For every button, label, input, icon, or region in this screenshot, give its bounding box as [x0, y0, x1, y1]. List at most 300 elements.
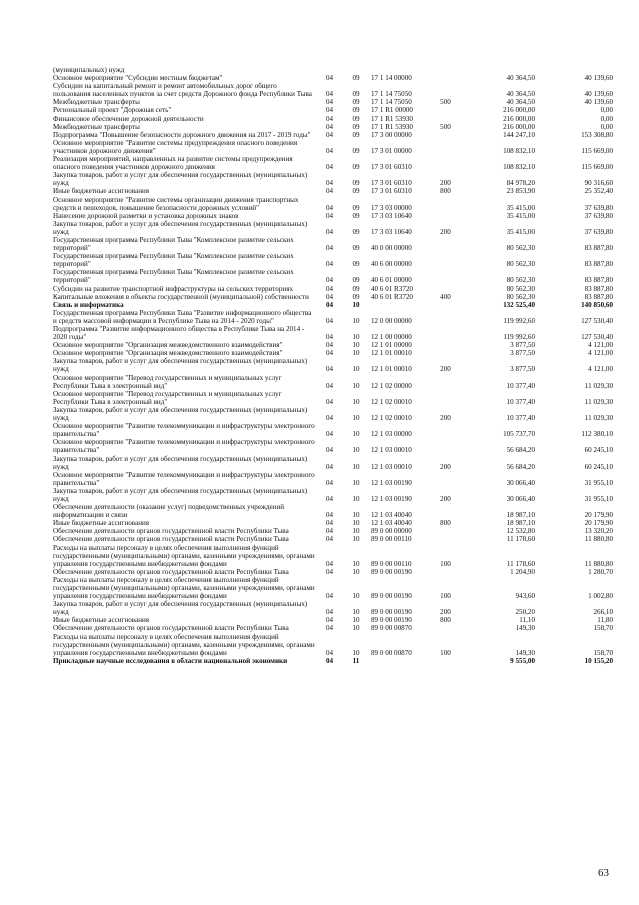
section-code-cell: 04: [325, 478, 334, 487]
amount-year2-cell: 37 639,80: [584, 227, 613, 236]
amount-year1-cell: 10 377,40: [506, 381, 535, 390]
expense-type-cell: [433, 131, 458, 139]
table-row: [53, 66, 613, 74]
row-name-cell: Иные бюджетные ассигнования: [53, 187, 150, 196]
amount-year2-cell: 31 955,10: [584, 478, 613, 487]
section-code-cell: 04: [325, 608, 334, 617]
amount-year1-cell: 119 992,60: [503, 316, 535, 325]
expense-type-cell: 200: [440, 365, 451, 374]
section-code-cell: 04: [325, 244, 334, 253]
amount-year2-cell: 158,70: [593, 648, 613, 657]
row-name-cell: Субсидии на капитальный ремонт и ремонт автомобильных дорог общего пользования населенных пунктов за счет средств Дорожного фонда Республики Тыва: [53, 82, 312, 99]
row-name-cell: Основное мероприятие "Развитие системы организации движения транспортных средств и пешеходов, повышение безопасности дорожных условий": [53, 195, 299, 212]
amount-year1-cell: [458, 66, 535, 74]
section-code-cell: 04: [325, 349, 334, 358]
amount-year1-cell: 56 684,20: [506, 446, 535, 455]
amount-year1-cell: 216 000,00: [503, 122, 535, 131]
expense-type-cell: [433, 74, 458, 82]
section-code-cell: 04: [325, 414, 334, 423]
row-name-cell: Иные бюджетные ассигнования: [53, 616, 150, 625]
subsection-code-cell: 10: [352, 592, 360, 601]
subsection-code-cell: 09: [352, 292, 360, 301]
subsection-code-cell: 09: [352, 179, 360, 188]
target-article-cell: 89 0 00 00190: [371, 608, 412, 617]
amount-year2-cell: 25 352,40: [584, 187, 613, 196]
subsection-code-cell: 09: [352, 187, 360, 196]
amount-year2-cell: 31 955,10: [584, 494, 613, 503]
target-article-cell: 17 1 R1 53930: [371, 114, 413, 123]
amount-year2-cell: 37 639,80: [584, 203, 613, 212]
table-row: [53, 576, 613, 600]
section-code-cell: 04: [325, 511, 334, 520]
amount-year2-cell: 4 121,00: [588, 349, 613, 358]
subsection-code-cell: 10: [352, 616, 360, 625]
subsection-code-cell: 09: [352, 276, 360, 285]
expense-type-cell: 200: [440, 462, 451, 471]
expense-type-cell: 100: [440, 648, 451, 657]
section-code-cell: 04: [325, 187, 334, 196]
section-code-cell: 04: [325, 130, 334, 139]
table-row: [53, 123, 613, 131]
target-article-cell: 12 1 02 00000: [371, 381, 412, 390]
section-code-cell: 04: [325, 260, 334, 269]
table-row: [53, 357, 613, 373]
subsection-code-cell: 10: [352, 397, 360, 406]
table-row: [53, 98, 613, 106]
section-code-cell: 04: [325, 98, 334, 107]
amount-year1-cell: 10 377,40: [506, 414, 535, 423]
section-code-cell: 04: [325, 341, 334, 350]
amount-year1-cell: 216 000,00: [503, 106, 535, 115]
subsection-code-cell: 09: [352, 130, 360, 139]
amount-year2-cell: 11 029,30: [584, 397, 613, 406]
row-name-cell: Межбюджетные трансферты: [53, 122, 140, 131]
amount-year1-cell: 132 525,40: [503, 300, 535, 309]
table-row: [53, 438, 613, 454]
target-article-cell: 17 3 03 10640: [371, 211, 412, 220]
subsection-code-cell: 10: [352, 624, 360, 633]
row-name-cell: Региональный проект "Дорожная сеть": [53, 106, 172, 115]
row-name-cell: Закупка товаров, работ и услуг для обеспечения государственных (муниципальных) нужд: [53, 219, 308, 236]
subsection-code-cell: 10: [352, 608, 360, 617]
section-code-cell: 04: [325, 114, 334, 123]
amount-year2-cell: 158,70: [593, 624, 613, 633]
subsection-code-cell: 10: [352, 559, 360, 568]
table-row: [53, 503, 613, 519]
amount-year1-cell: 108 832,10: [503, 163, 535, 172]
amount-year2-cell: 140 850,60: [581, 300, 613, 309]
amount-year1-cell: 10 377,40: [506, 397, 535, 406]
row-name-cell: Иные бюджетные ассигнования: [53, 519, 150, 528]
table-row: [53, 131, 613, 139]
amount-year1-cell: 11 178,60: [506, 535, 535, 544]
expense-type-cell: [433, 196, 458, 212]
row-name-cell: Закупка товаров, работ и услуг для обеспечения государственных (муниципальных) нужд: [53, 171, 308, 188]
target-article-cell: 12 1 03 00000: [371, 430, 412, 439]
subsection-code-cell: 10: [352, 567, 360, 576]
section-code-cell: 04: [325, 567, 334, 576]
target-article-cell: 89 0 00 00110: [371, 559, 412, 568]
expense-type-cell: 200: [440, 414, 451, 423]
row-name-cell: Подпрограмма "Развитие информационного общества в Республике Тыва на 2014 - 2020 годы": [53, 325, 305, 342]
row-name-cell: Основное мероприятие "Развитие системы предупреждения опасного поведения участников дорожного движения": [53, 138, 298, 155]
section-code-cell: 04: [325, 624, 334, 633]
section-code-cell: 04: [325, 535, 334, 544]
target-article-cell: 17 1 14 75050: [371, 90, 412, 99]
section-code-cell: 04: [325, 211, 334, 220]
target-article-cell: 12 1 03 00010: [371, 446, 412, 455]
subsection-code-cell: 09: [352, 227, 360, 236]
target-article-cell: 17 1 R1 00000: [371, 106, 413, 115]
amount-year1-cell: 943,60: [515, 592, 535, 601]
expense-type-cell: [433, 535, 458, 543]
amount-year2-cell: [535, 66, 613, 74]
amount-year1-cell: 119 992,60: [503, 333, 535, 342]
table-row: [53, 115, 613, 123]
row-name-cell: (муниципальных) нужд: [53, 66, 125, 74]
amount-year1-cell: 105 737,70: [503, 430, 535, 439]
row-name-cell: Закупка товаров, работ и услуг для обеспечения государственных (муниципальных) нужд: [53, 600, 308, 617]
amount-year1-cell: 3 877,50: [510, 341, 535, 350]
amount-year1-cell: 80 562,30: [506, 284, 535, 293]
amount-year2-cell: 20 179,90: [584, 519, 613, 528]
table-row: [53, 285, 613, 293]
target-article-cell: 89 0 00 00190: [371, 592, 412, 601]
amount-year2-cell: 115 669,00: [581, 163, 613, 172]
target-article-cell: 12 0 00 00000: [371, 316, 412, 325]
section-code-cell: 04: [325, 446, 334, 455]
amount-year1-cell: 30 066,40: [506, 494, 535, 503]
target-article-cell: 89 0 00 00870: [371, 624, 412, 633]
expense-type-cell: [433, 341, 458, 349]
expense-type-cell: 200: [440, 608, 451, 617]
expense-type-cell: [433, 374, 458, 390]
expense-type-cell: [433, 422, 458, 438]
expense-type-cell: 200: [440, 494, 451, 503]
amount-year1-cell: 80 562,30: [506, 260, 535, 269]
amount-year2-cell: 83 887,80: [584, 244, 613, 253]
subsection-code-cell: 09: [352, 203, 360, 212]
table-row: [53, 374, 613, 390]
section-code-cell: 04: [325, 163, 334, 172]
table-row: [53, 406, 613, 422]
row-name-cell: Основное мероприятие "Перевод государственных и муниципальных услуг Республики Тыва в электронный вид": [53, 389, 282, 406]
row-name-cell: Государственная программа Республики Тыва "Комплексное развитие сельских территорий": [53, 235, 294, 253]
target-article-cell: 89 0 00 00870: [371, 648, 412, 657]
target-article-cell: [368, 301, 433, 309]
amount-year2-cell: 11 029,30: [584, 414, 613, 423]
subsection-code-cell: 09: [352, 90, 360, 99]
row-name-cell: Основное мероприятие "Субсидии местным бюджетам": [53, 74, 223, 83]
section-code-cell: 04: [325, 276, 334, 285]
section-code-cell: 04: [325, 527, 334, 536]
table-row: [53, 471, 613, 487]
section-code-cell: 04: [325, 616, 334, 625]
expense-type-cell: [433, 471, 458, 487]
row-name-cell: Обеспечение деятельности органов государственной власти Республики Тыва: [53, 527, 289, 536]
table-row: [53, 422, 613, 438]
target-article-cell: 17 1 R1 53930: [371, 122, 413, 131]
subsection-code-cell: 10: [352, 341, 360, 350]
subsection-code-cell: 10: [352, 333, 360, 342]
subsection-code-cell: 09: [352, 260, 360, 269]
amount-year1-cell: 80 562,30: [506, 276, 535, 285]
target-article-cell: 12 1 01 00010: [371, 349, 412, 358]
table-row: [53, 527, 613, 535]
target-article-cell: 12 1 03 00190: [371, 494, 412, 503]
expense-type-cell: [433, 438, 458, 454]
amount-year1-cell: 149,30: [515, 648, 535, 657]
table-row: [53, 171, 613, 187]
row-name-cell: Реализация мероприятий, направленных на развитие системы предупреждения опасного поведения участников дорожного движения: [53, 155, 293, 172]
expense-type-cell: [433, 349, 458, 357]
subsection-code-cell: 09: [352, 284, 360, 293]
amount-year2-cell: 90 316,60: [584, 179, 613, 188]
section-code-cell: 04: [325, 397, 334, 406]
amount-year1-cell: 35 415,00: [506, 227, 535, 236]
subsection-code-cell: 09: [352, 244, 360, 253]
expense-type-cell: [433, 568, 458, 576]
section-code-cell: [315, 66, 344, 74]
section-code-cell: 04: [325, 179, 334, 188]
amount-year1-cell: 11 178,60: [506, 559, 535, 568]
row-name-cell: Основное мероприятие "Организация межведомственного взаимодействия": [53, 341, 283, 350]
target-article-cell: 40 6 01 00000: [371, 276, 412, 285]
expense-type-cell: 200: [440, 227, 451, 236]
amount-year2-cell: 11 880,80: [584, 559, 613, 568]
amount-year2-cell: 83 887,80: [584, 276, 613, 285]
expense-type-cell: [433, 268, 458, 284]
table-row: [53, 624, 613, 632]
amount-year1-cell: 11,10: [519, 616, 535, 625]
target-article-cell: 17 3 00 00000: [371, 130, 412, 139]
target-article-cell: 12 1 00 00000: [371, 333, 412, 342]
amount-year1-cell: 18 987,10: [506, 511, 535, 520]
expense-type-cell: 800: [440, 616, 451, 625]
table-row: [53, 252, 613, 268]
section-code-cell: 04: [325, 430, 334, 439]
expense-type-cell: [433, 527, 458, 535]
expense-type-cell: [433, 139, 458, 155]
expense-type-cell: [433, 115, 458, 123]
section-code-cell: 04: [325, 122, 334, 131]
amount-year2-cell: 60 245,10: [584, 462, 613, 471]
target-article-cell: 89 0 00 00110: [371, 535, 412, 544]
table-row: [53, 196, 613, 212]
table-row: [53, 187, 613, 195]
amount-year1-cell: 18 987,10: [506, 519, 535, 528]
table-row: [53, 487, 613, 503]
row-name-cell: Обеспечение деятельности органов государственной власти Республики Тыва: [53, 567, 289, 576]
table-row: [53, 568, 613, 576]
row-name-cell: Основное мероприятие "Развитие телекоммуникации и инфраструктуры электронного правительства": [53, 438, 315, 455]
subsection-code-cell: 10: [352, 527, 360, 536]
row-name-cell: Обеспечение деятельности органов государственной власти Республики Тыва: [53, 535, 289, 544]
section-code-cell: 04: [325, 74, 334, 83]
expense-type-cell: [433, 325, 458, 341]
subsection-code-cell: 09: [352, 114, 360, 123]
amount-year2-cell: 40 139,60: [584, 90, 613, 99]
target-article-cell: 12 1 02 00010: [371, 414, 412, 423]
section-code-cell: 04: [325, 494, 334, 503]
amount-year1-cell: 80 562,30: [506, 244, 535, 253]
target-article-cell: 12 1 03 00190: [371, 478, 412, 487]
row-name-cell: Расходы на выплаты персоналу в целях обеспечения выполнения функций государственными (муниципальными) органами, казенными учреждениями, органами управления государственными внебюджетными фондами: [53, 632, 315, 657]
amount-year2-cell: 40 139,60: [584, 74, 613, 83]
expense-type-cell: 200: [440, 179, 451, 188]
amount-year1-cell: 149,30: [515, 624, 535, 633]
amount-year2-cell: 83 887,80: [584, 260, 613, 269]
table-row: [53, 220, 613, 236]
amount-year2-cell: 0,00: [600, 122, 613, 131]
section-code-cell: 04: [325, 656, 334, 665]
expense-type-cell: [433, 390, 458, 406]
subsection-code-cell: 10: [352, 349, 360, 358]
expense-type-cell: 800: [440, 187, 451, 196]
table-row: [53, 106, 613, 114]
expense-type-cell: [433, 657, 458, 665]
subsection-code-cell: 09: [352, 146, 360, 155]
row-name-cell: Капитальные вложения в объекты государственной (муниципальной) собственности: [53, 292, 309, 301]
target-article-cell: 89 0 00 00000: [371, 527, 412, 536]
target-article-cell: [368, 66, 433, 74]
expense-type-cell: 100: [440, 592, 451, 601]
amount-year2-cell: 60 245,10: [584, 446, 613, 455]
row-name-cell: Закупка товаров, работ и услуг для обеспечения государственных (муниципальных) нужд: [53, 357, 308, 374]
expense-type-cell: 800: [440, 519, 451, 528]
row-name-cell: Закупка товаров, работ и услуг для обеспечения государственных (муниципальных) нужд: [53, 405, 308, 423]
row-name-cell: Основное мероприятие "Перевод государственных и муниципальных услуг Республики Тыва в электронный вид": [53, 373, 282, 390]
amount-year1-cell: 144 247,10: [503, 130, 535, 139]
table-row: [53, 657, 613, 665]
expense-type-cell: [433, 106, 458, 114]
subsection-code-cell: 11: [352, 656, 360, 665]
amount-year1-cell: 1 204,90: [510, 567, 535, 576]
row-name-cell: Основное мероприятие "Организация межведомственного взаимодействия": [53, 349, 283, 358]
subsection-code-cell: 10: [352, 365, 360, 374]
target-article-cell: 40 0 00 00000: [371, 244, 412, 253]
table-row: [53, 349, 613, 357]
amount-year1-cell: 56 684,20: [506, 462, 535, 471]
row-name-cell: Связь и информатика: [53, 300, 124, 309]
subsection-code-cell: 10: [352, 535, 360, 544]
row-name-cell: Финансовое обеспечение дорожной деятельности: [53, 114, 204, 123]
target-article-cell: 40 6 01 R3720: [371, 284, 413, 293]
page-number: 63: [598, 867, 609, 879]
expense-type-cell: [433, 212, 458, 220]
amount-year1-cell: 35 415,00: [506, 203, 535, 212]
amount-year2-cell: 11,80: [597, 616, 613, 625]
subsection-code-cell: 10: [352, 446, 360, 455]
subsection-code-cell: 09: [352, 122, 360, 131]
section-code-cell: 04: [325, 227, 334, 236]
row-name-cell: Закупка товаров, работ и услуг для обеспечения государственных (муниципальных) нужд: [53, 486, 308, 503]
amount-year2-cell: 266,10: [593, 608, 613, 617]
amount-year2-cell: 83 887,80: [584, 284, 613, 293]
row-name-cell: Прикладные научные исследования в области национальной экономики: [53, 656, 288, 665]
subsection-code-cell: 10: [352, 462, 360, 471]
subsection-code-cell: 09: [352, 106, 360, 115]
row-name-cell: Государственная программа Республики Тыва "Комплексное развитие сельских территорий": [53, 268, 294, 285]
table-row: [53, 236, 613, 252]
expense-type-cell: 500: [440, 122, 451, 131]
table-row: [53, 82, 613, 98]
target-article-cell: 17 3 03 00000: [371, 203, 412, 212]
row-name-cell: Нанесение дорожной разметки и установка дорожных знаков: [53, 211, 239, 220]
target-article-cell: 12 1 03 00010: [371, 462, 412, 471]
amount-year2-cell: 127 530,40: [581, 316, 613, 325]
subsection-code-cell: 10: [352, 316, 360, 325]
expense-type-cell: [433, 285, 458, 293]
table-row: [53, 633, 613, 657]
amount-year1-cell: 23 853,90: [506, 187, 535, 196]
subsection-code-cell: 10: [352, 511, 360, 520]
table-row: [53, 600, 613, 616]
section-code-cell: 04: [325, 648, 334, 657]
amount-year2-cell: 153 308,80: [581, 130, 613, 139]
target-article-cell: 12 1 03 40040: [371, 519, 412, 528]
section-code-cell: 04: [325, 462, 334, 471]
amount-year1-cell: 84 978,20: [506, 179, 535, 188]
amount-year2-cell: 1 280,70: [588, 567, 613, 576]
table-row: [53, 616, 613, 624]
amount-year2-cell: 11 880,80: [584, 535, 613, 544]
expense-type-cell: 500: [440, 98, 451, 107]
amount-year1-cell: 3 877,50: [510, 365, 535, 374]
amount-year1-cell: 216 000,00: [503, 114, 535, 123]
amount-year2-cell: 4 121,00: [588, 365, 613, 374]
expense-type-cell: [433, 66, 458, 74]
table-row: [53, 325, 613, 341]
subsection-code-cell: 09: [352, 211, 360, 220]
expense-type-cell: [433, 252, 458, 268]
row-name-cell: Межбюджетные трансферты: [53, 98, 140, 107]
subsection-code-cell: 10: [352, 430, 360, 439]
target-article-cell: 40 6 01 R3720: [371, 292, 413, 301]
row-name-cell: Подпрограмма "Повышение безопасности дорожного движения на 2017 - 2019 годы": [53, 130, 311, 139]
expense-type-cell: 400: [440, 292, 451, 301]
amount-year1-cell: 250,20: [515, 608, 535, 617]
target-article-cell: 17 1 14 00000: [371, 74, 412, 83]
row-name-cell: Закупка товаров, работ и услуг для обеспечения государственных (муниципальных) нужд: [53, 454, 308, 471]
amount-year1-cell: 40 364,50: [506, 98, 535, 107]
amount-year1-cell: 80 562,30: [506, 292, 535, 301]
table-row: [53, 390, 613, 406]
section-code-cell: 04: [325, 592, 334, 601]
section-code-cell: 04: [325, 316, 334, 325]
amount-year1-cell: 9 555,00: [510, 656, 535, 665]
section-code-cell: 04: [325, 106, 334, 115]
table-row: [53, 74, 613, 82]
amount-year2-cell: 115 669,00: [581, 146, 613, 155]
amount-year2-cell: 20 179,90: [584, 511, 613, 520]
section-code-cell: 04: [325, 300, 334, 309]
target-article-cell: 89 0 00 00190: [371, 567, 412, 576]
table-row: [53, 341, 613, 349]
section-code-cell: 04: [325, 203, 334, 212]
row-name-cell: Расходы на выплаты персоналу в целях обеспечения выполнения функций государственными (муниципальными) органами, казенными учреждениями, органами управления государственными внебюджетными фондами: [53, 575, 315, 601]
amount-year2-cell: 37 639,80: [584, 211, 613, 220]
table-row: [53, 212, 613, 220]
table-row: [53, 535, 613, 543]
amount-year2-cell: 40 139,60: [584, 98, 613, 107]
amount-year2-cell: 0,00: [600, 114, 613, 123]
table-row: [53, 155, 613, 171]
target-article-cell: 17 3 01 60310: [371, 187, 412, 196]
section-code-cell: 04: [325, 519, 334, 528]
row-name-cell: Обеспечение деятельности органов государственной власти Республики Тыва: [53, 624, 289, 633]
amount-year1-cell: 12 532,80: [506, 527, 535, 536]
